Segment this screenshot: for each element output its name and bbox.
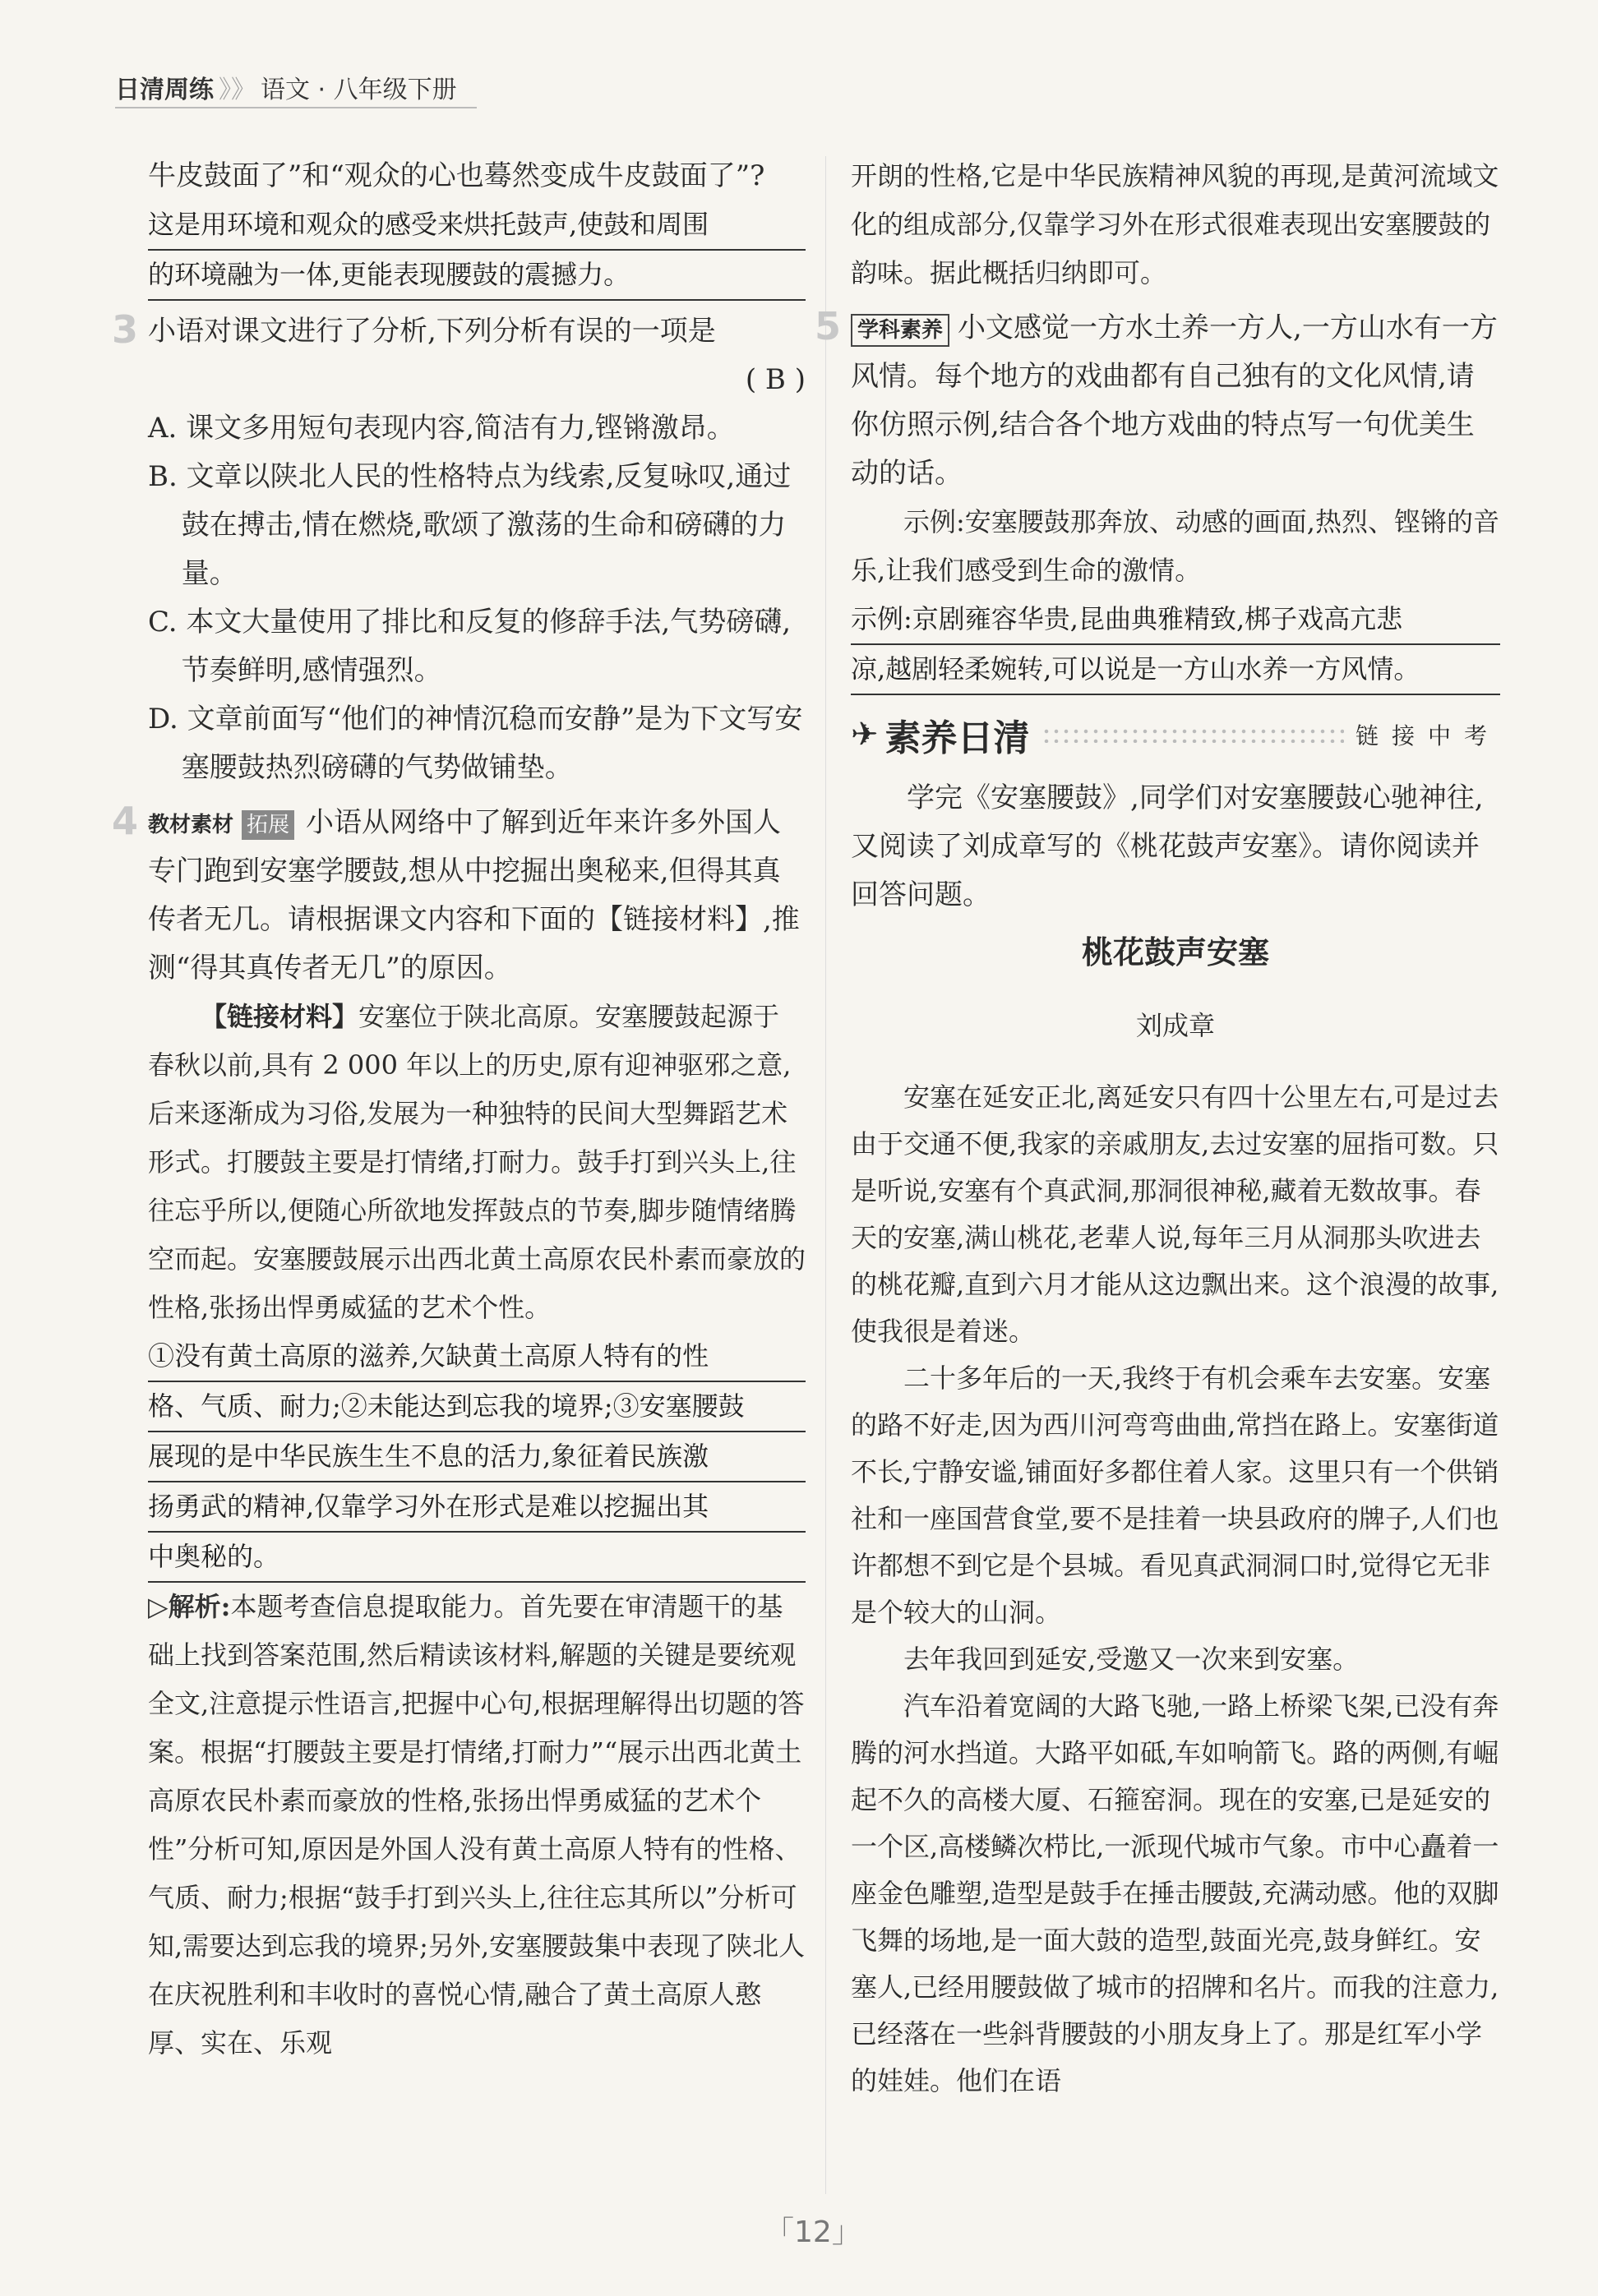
- answer-line: ①没有黄土高原的滋养,欠缺黄土高原人特有的性: [148, 1332, 806, 1382]
- article-paragraph: 去年我回到延安,受邀又一次来到安塞。: [903, 1644, 1360, 1675]
- q5-example: 示例:安塞腰鼓那奔放、动感的画面,热烈、铿锵的音乐,让我们感受到生命的激情。: [851, 506, 1499, 586]
- q5-answer: [851, 595, 1500, 695]
- answer-line: 的环境融为一体,更能表现腰鼓的震撼力。: [148, 251, 806, 301]
- question-5: [815, 304, 1500, 695]
- left-column: [112, 152, 806, 2068]
- page-number-value: 12: [794, 2215, 832, 2249]
- section-banner: [851, 710, 1500, 759]
- banner-dots: [1041, 726, 1344, 743]
- q3-option-b: B. 文章以陕北人民的性格特点为线索,反复咏叹,通过鼓在搏击,情在燃烧,歌颂了激荡的生命和磅礴的力量。: [148, 460, 792, 590]
- answer-line: 凉,越剧轻柔婉转,可以说是一方山水养一方风情。: [851, 645, 1500, 695]
- q3-option-d: D. 文章前面写“他们的神情沉稳而安静”是为下文写安塞腰鼓热烈磅礴的气势做铺垫。: [148, 703, 803, 784]
- q5-stem: 小文感觉一方水土养一方人,一方山水有一方风情。每个地方的戏曲都有自己独有的文化风情,请你仿照示例,结合各个地方戏曲的特点写一句优美生动的话。: [851, 311, 1498, 490]
- header-rule: [115, 107, 477, 108]
- reading-intro: 学完《安塞腰鼓》,同学们对安塞腰鼓心驰神往,又阅读了刘成章写的《桃花鼓声安塞》。请你阅读并回答问题。: [851, 781, 1484, 911]
- subject-title: 语文 · 八年级下册: [261, 76, 457, 104]
- textbook-tag: 教材素材: [148, 813, 234, 837]
- paper-plane-icon: ✈: [851, 716, 879, 754]
- question-number: 5: [815, 304, 842, 348]
- subject-literacy-tag: 学科素养: [851, 314, 949, 347]
- analysis-text: 本题考查信息提取能力。首先要在审清题干的基础上找到答案范围,然后精读该材料,解题的关键是要统观全文,注意提示性语言,把握中心句,根据理解得出切题的答案。根据“打腰鼓主要是打情绪,打耐力”“展示出西北黄土高原农民朴素而豪放的性格,张扬出悍勇威猛的艺术个性”分析可知,原因是外国人没有黄土高原人特有的性格、气质、耐力;根据“鼓手打到兴头上,往往忘其所以”分析可知,需要达到忘我的境界;另外,安塞腰鼓集中表现了陕北人在庆祝胜利和丰收时的喜悦心情,融合了黄土高原人憨厚、实在、乐观: [148, 1591, 806, 2059]
- question-number: 4: [112, 799, 139, 843]
- answer-line: 展现的是中华民族生生不息的活力,象征着民族激: [148, 1432, 806, 1482]
- answer-line: 示例:京剧雍容华贵,昆曲典雅精致,梆子戏高亢悲: [851, 595, 1500, 645]
- q3-stem: 小语对课文进行了分析,下列分析有误的一项是: [148, 315, 716, 348]
- right-column: [815, 152, 1500, 2105]
- answer-line: 中奥秘的。: [148, 1533, 806, 1583]
- answer-line: 扬勇武的精神,仅靠学习外在形式是难以挖掘出其: [148, 1482, 806, 1533]
- question-3: [112, 307, 806, 792]
- article-title: 桃花鼓声安塞: [1081, 934, 1269, 970]
- article-paragraph: 安塞在延安正北,离延安只有四十公里左右,可是过去由于交通不便,我家的亲戚朋友,去过安塞的屈指可数。只是听说,安塞有个真武洞,那洞很神秘,藏着无数故事。春天的安塞,满山桃花,老辈人说,每年三月从洞那头吹进去的桃花瓣,直到六月才能从这边飘出来。这个浪漫的故事,使我很是着迷。: [851, 1081, 1499, 1347]
- article-paragraph: 汽车沿着宽阔的大路飞驰,一路上桥梁飞架,已没有奔腾的河水挡道。大路平如砥,车如响箭飞。路的两侧,有崛起不久的高楼大厦、石箍窑洞。现在的安塞,已是延安的一个区,高楼鳞次栉比,一派现代城市气象。市中心矗着一座金色雕塑,造型是鼓手在捶击腰鼓,充满动感。他的双脚飞舞的场地,是一面大鼓的造型,鼓面光亮,鼓身鲜红。安塞人,已经用腰鼓做了城市的招牌和名片。而我的注意力,已经落在一些斜背腰鼓的小朋友身上了。那是红军小学的娃娃。他们在语: [851, 1690, 1499, 2096]
- banner-subtitle: 链接中考: [1355, 722, 1500, 749]
- q3-option-a: A. 课文多用短句表现内容,简洁有力,铿锵激昂。: [148, 412, 735, 445]
- question-4: [112, 799, 806, 2068]
- page-header: [115, 69, 457, 105]
- column-divider: [825, 156, 826, 2194]
- answer-line: 格、气质、耐力;②未能达到忘我的境界;③安塞腰鼓: [148, 1382, 806, 1432]
- q4-stem: 小语从网络中了解到近年来许多外国人专门跑到安塞学腰鼓,想从中挖掘出奥秘来,但得其真传者无几。请根据课文内容和下面的【链接材料】,推测“得其真传者无几”的原因。: [148, 806, 800, 984]
- answer-line: 这是用环境和观众的感受来烘托鼓声,使鼓和周围: [148, 201, 806, 251]
- analysis-continued: 开朗的性格,它是中华民族精神风貌的再现,是黄河流域文化的组成部分,仅靠学习外在形式很难表现出安塞腰鼓的韵味。据此概括归纳即可。: [851, 160, 1499, 288]
- extend-tag: 拓展: [242, 810, 294, 840]
- q2-answer: [148, 201, 806, 301]
- article-author: 刘成章: [1135, 1010, 1215, 1041]
- banner-title: 素养日清: [884, 717, 1030, 759]
- q3-option-c: C. 本文大量使用了排比和反复的修辞手法,气势磅礴,节奏鲜明,感情强烈。: [148, 606, 792, 687]
- question-number: 3: [112, 307, 139, 352]
- header-separator: 》》: [219, 76, 256, 104]
- link-material: 安塞位于陕北高原。安塞腰鼓起源于春秋以前,具有 2 000 年以上的历史,原有迎神驱邪之意,后来逐渐成为习俗,发展为一种独特的民间大型舞蹈艺术形式。打腰鼓主要是打情绪,打耐力。鼓手打到兴头上,往往忘乎所以,便随心所欲地发挥鼓点的节奏,脚步随情绪腾空而起。安塞腰鼓展示出西北黄土高原农民朴素而豪放的性格,张扬出悍勇威猛的艺术个性。: [148, 1001, 806, 1323]
- material-label: 【链接材料】: [201, 1001, 359, 1032]
- q4-answer: [148, 1332, 806, 1583]
- article-paragraph: 二十多年后的一天,我终于有机会乘车去安塞。安塞的路不好走,因为西川河弯弯曲曲,常挡在路上。安塞街道不长,宁静安谧,铺面好多都住着人家。这里只有一个供销社和一座国营食堂,要不是挂着一块县政府的牌子,人们也许都想不到它是个县城。看见真武洞洞口时,觉得它无非是个较大的山洞。: [851, 1362, 1499, 1628]
- analysis-label: ▷解析:: [148, 1591, 231, 1622]
- page-number: 「12」: [764, 2215, 861, 2249]
- q3-answer: ( B ): [745, 363, 806, 396]
- brand-title: 日清周练: [115, 76, 214, 104]
- q2-tail: 牛皮鼓面了”和“观众的心也蓦然变成牛皮鼓面了”?: [148, 159, 765, 192]
